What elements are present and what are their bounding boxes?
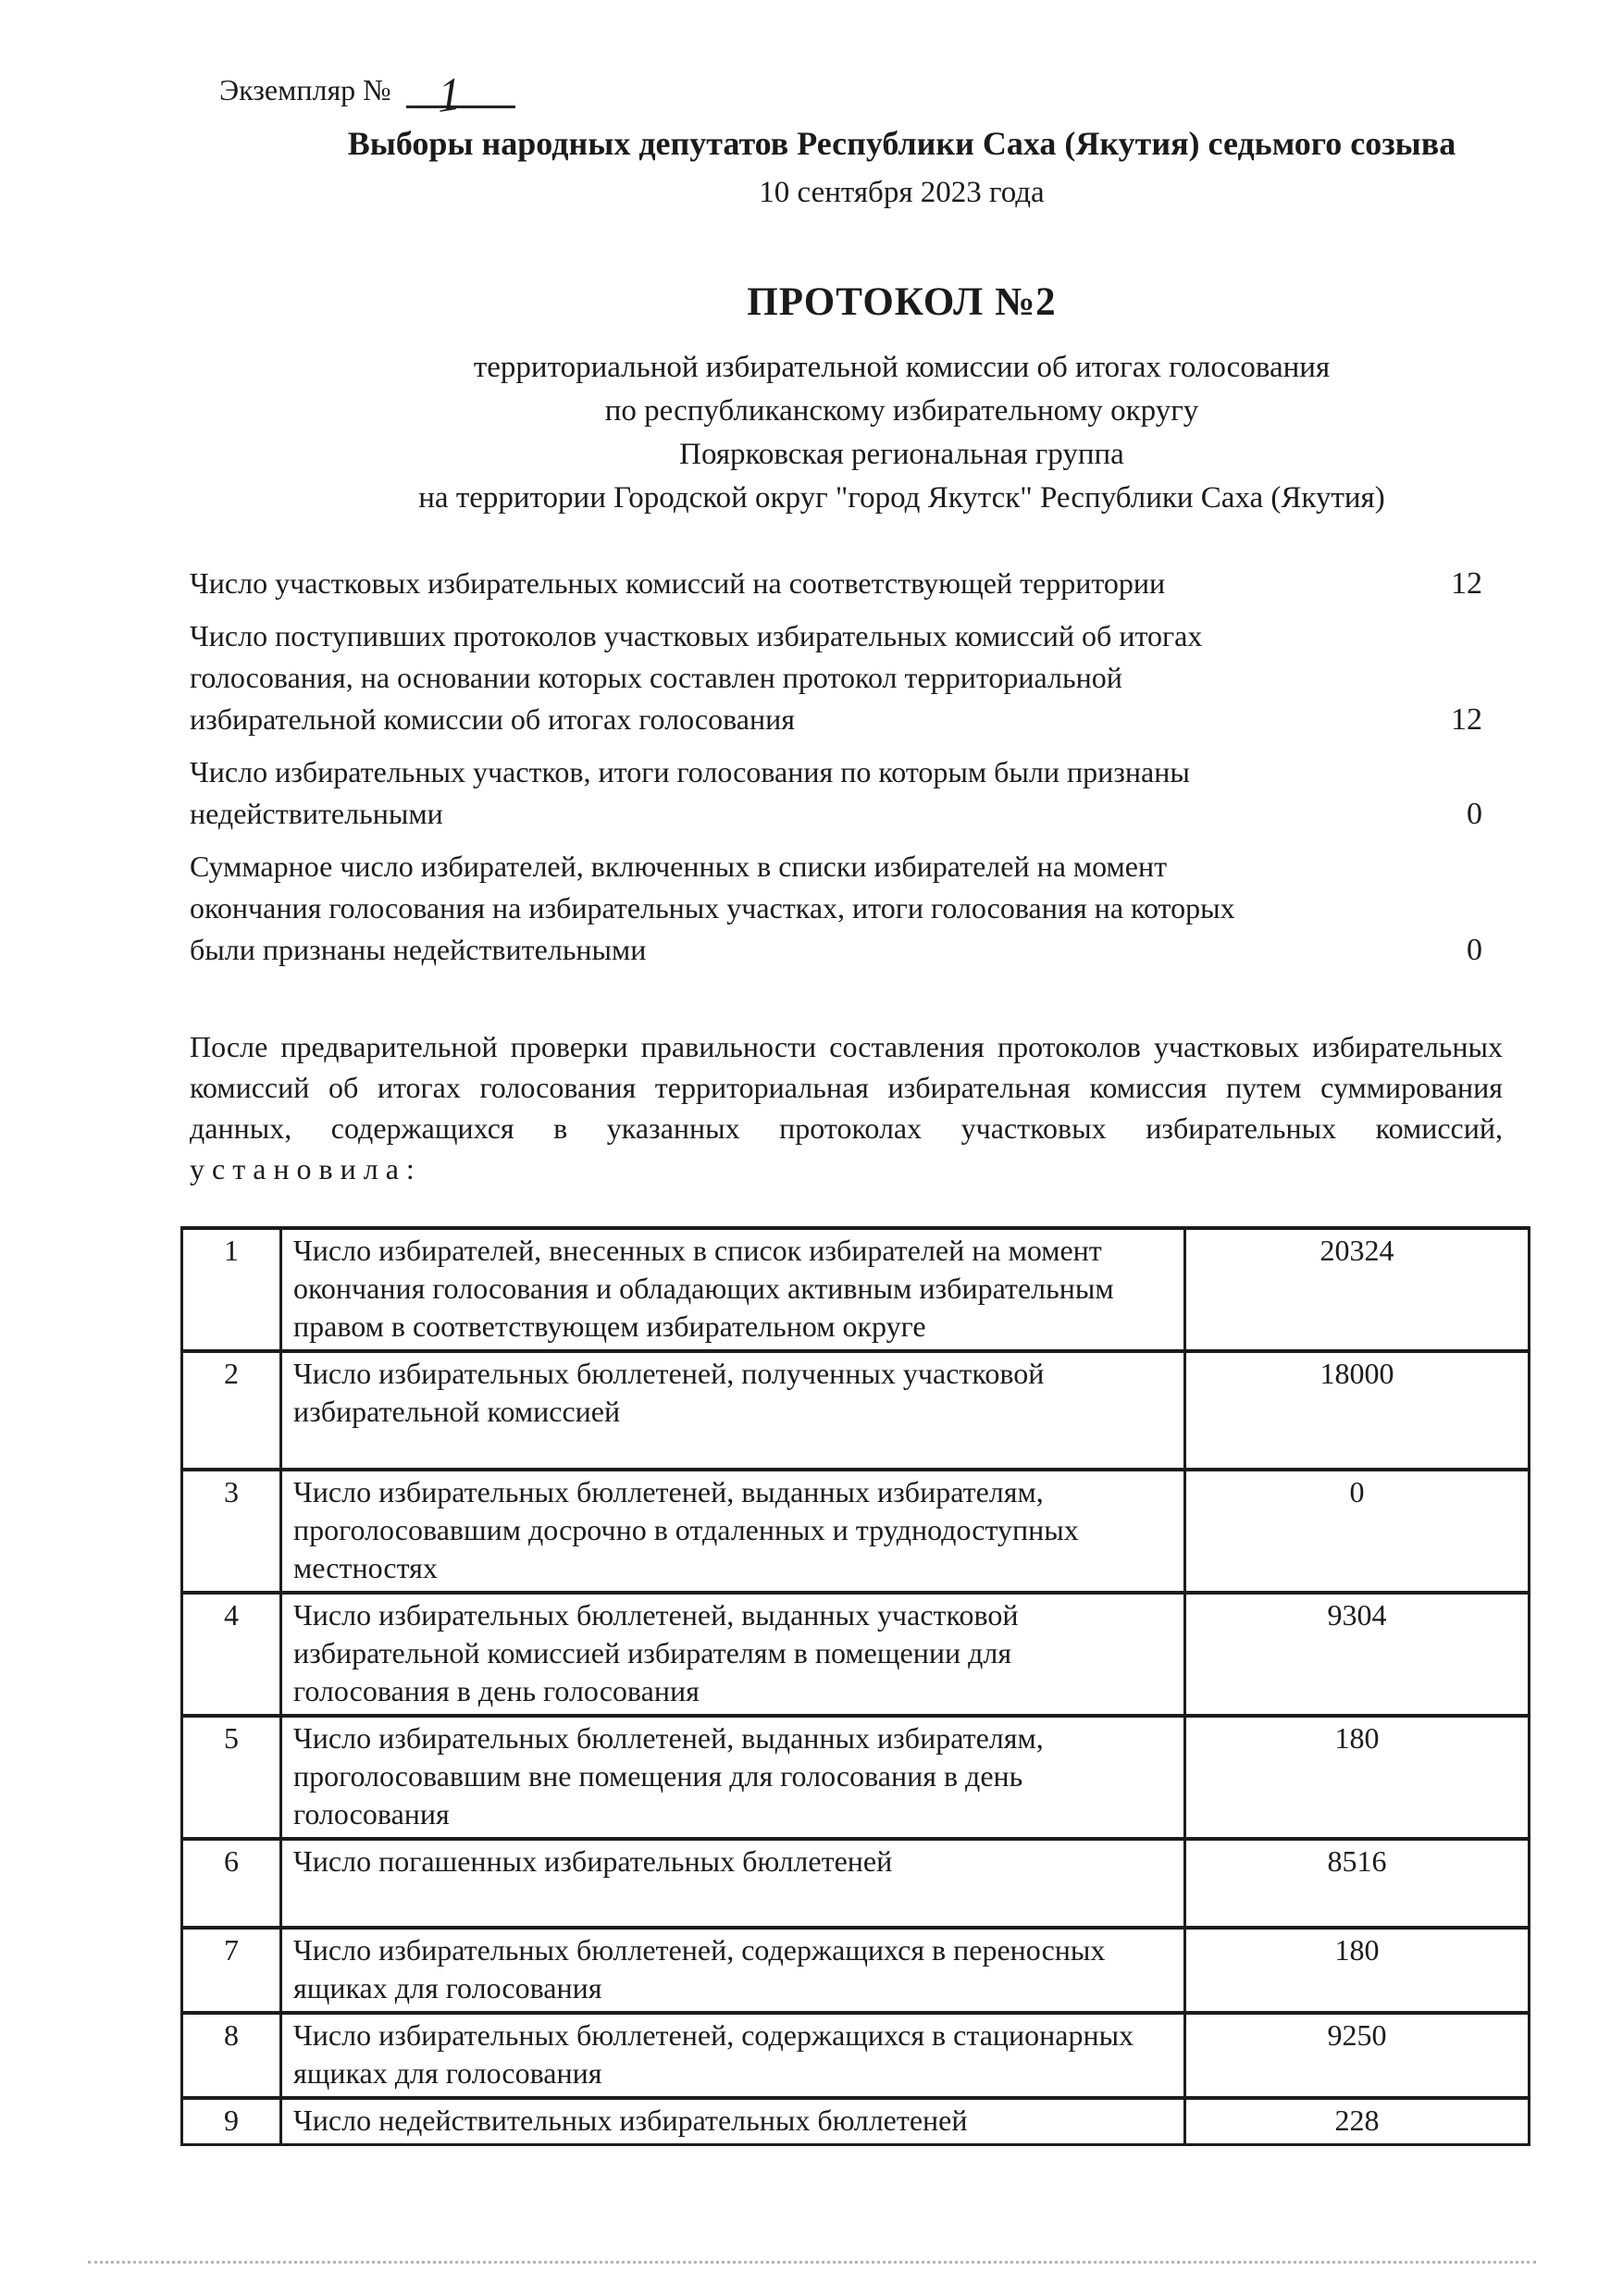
subtitle-line: Поярковская региональная группа xyxy=(679,438,1124,471)
row-text-cell: Число избирателей, внесенных в список избирателей на момент окончания голосования и обладающих активным избирательным правом в соответствующем избирательном округе xyxy=(281,1228,1185,1351)
row-value-cell: 9250 xyxy=(1185,2013,1530,2098)
table-row xyxy=(182,1470,1530,1593)
table-row xyxy=(182,1228,1530,1351)
summary-item xyxy=(190,846,1503,971)
row-number-cell: 7 xyxy=(182,1928,281,2013)
row-number-cell: 5 xyxy=(182,1716,281,1839)
summary-item-value: 12 xyxy=(1451,702,1482,737)
preamble-paragraph xyxy=(190,1026,1503,1189)
row-value-cell: 18000 xyxy=(1185,1351,1530,1470)
copy-label: Экземпляр № xyxy=(219,73,391,106)
row-value-cell: 8516 xyxy=(1185,1839,1530,1928)
row-number-cell: 8 xyxy=(182,2013,281,2098)
protocol-subtitle xyxy=(301,346,1503,520)
table-row xyxy=(182,1716,1530,1839)
protocol-title: ПРОТОКОЛ №2 xyxy=(747,280,1057,324)
handwritten-copy-number: 1 xyxy=(437,66,462,123)
table-row xyxy=(182,1593,1530,1716)
row-number-cell: 6 xyxy=(182,1839,281,1928)
results-table-body xyxy=(182,1228,1530,2145)
table-row xyxy=(182,2098,1530,2145)
row-number-cell: 3 xyxy=(182,1470,281,1593)
election-date: 10 сентября 2023 года xyxy=(759,176,1045,209)
summary-item-value: 0 xyxy=(1467,933,1482,967)
row-value-cell: 180 xyxy=(1185,1716,1530,1839)
row-text-cell: Число избирательных бюллетеней, выданных избирателям, проголосовавшим досрочно в отдаленных и труднодоступных местностях xyxy=(281,1470,1185,1593)
document-header xyxy=(190,119,1503,520)
row-text-cell: Число избирательных бюллетеней, содержащихся в стационарных ящиках для голосования xyxy=(281,2013,1185,2098)
summary-item-value: 12 xyxy=(1451,566,1482,601)
scan-dotted-line xyxy=(88,2261,1536,2264)
preamble-emphasis: у с т а н о в и л а : xyxy=(190,1152,415,1185)
row-text-cell: Число избирательных бюллетеней, полученных участковой избирательной комиссией xyxy=(281,1351,1185,1470)
table-row xyxy=(182,2013,1530,2098)
subtitle-line: по республиканскому избирательному округу xyxy=(604,394,1199,428)
summary-item-text: Суммарное число избирателей, включенных в списки избирателей на момент окончания голосования на избирательных участках, итоги голосования на которых были признаны недействительными xyxy=(190,850,1235,966)
row-value-cell: 228 xyxy=(1185,2098,1530,2145)
summary-item-value: 0 xyxy=(1467,797,1482,831)
summary-item-text: Число поступивших протоколов участковых избирательных комиссий об итогах голосования, на основании которых составлен протокол территориальной избирательной комиссии об итогах голосования xyxy=(190,619,1203,736)
row-number-cell: 2 xyxy=(182,1351,281,1470)
row-number-cell: 1 xyxy=(182,1228,281,1351)
summary-item xyxy=(190,563,1503,604)
row-value-cell: 180 xyxy=(1185,1928,1530,2013)
preamble-text: После предварительной проверки правильности составления протоколов участковых избирательных комиссий об итогах голосования территориальная избирательная комиссия путем суммирования данных, содержащихся в указанных протоколах участковых избирательных комиссий, xyxy=(190,1030,1503,1145)
copy-number-field xyxy=(406,65,515,123)
row-value-cell: 0 xyxy=(1185,1470,1530,1593)
voting-results-table xyxy=(180,1226,1530,2146)
summary-item xyxy=(190,615,1503,740)
row-text-cell: Число недействительных избирательных бюллетеней xyxy=(281,2098,1185,2145)
election-title: Выборы народных депутатов Республики Саха (Якутия) седьмого созыва xyxy=(347,125,1456,162)
table-row xyxy=(182,1839,1530,1928)
row-text-cell: Число погашенных избирательных бюллетеней xyxy=(281,1839,1185,1928)
summary-item-text: Число участковых избирательных комиссий на соответствующей территории xyxy=(190,566,1166,600)
row-text-cell: Число избирательных бюллетеней, выданных участковой избирательной комиссией избирателям в помещении для голосования в день голосования xyxy=(281,1593,1185,1716)
table-row xyxy=(182,1351,1530,1470)
copy-line xyxy=(219,65,1503,123)
subtitle-line: территориальной избирательной комиссии об итогах голосования xyxy=(473,351,1331,384)
summary-item-text: Число избирательных участков, итоги голосования по которым были признаны недействительными xyxy=(190,755,1190,830)
row-value-cell: 20324 xyxy=(1185,1228,1530,1351)
table-row xyxy=(182,1928,1530,2013)
commission-summary xyxy=(190,563,1503,971)
row-value-cell: 9304 xyxy=(1185,1593,1530,1716)
subtitle-line: на территории Городской округ "город Якутск" Республики Саха (Якутия) xyxy=(418,481,1385,515)
row-text-cell: Число избирательных бюллетеней, выданных избирателям, проголосовавшим вне помещения для голосования в день голосования xyxy=(281,1716,1185,1839)
row-number-cell: 4 xyxy=(182,1593,281,1716)
summary-item xyxy=(190,751,1503,835)
row-text-cell: Число избирательных бюллетеней, содержащихся в переносных ящиках для голосования xyxy=(281,1928,1185,2013)
row-number-cell: 9 xyxy=(182,2098,281,2145)
